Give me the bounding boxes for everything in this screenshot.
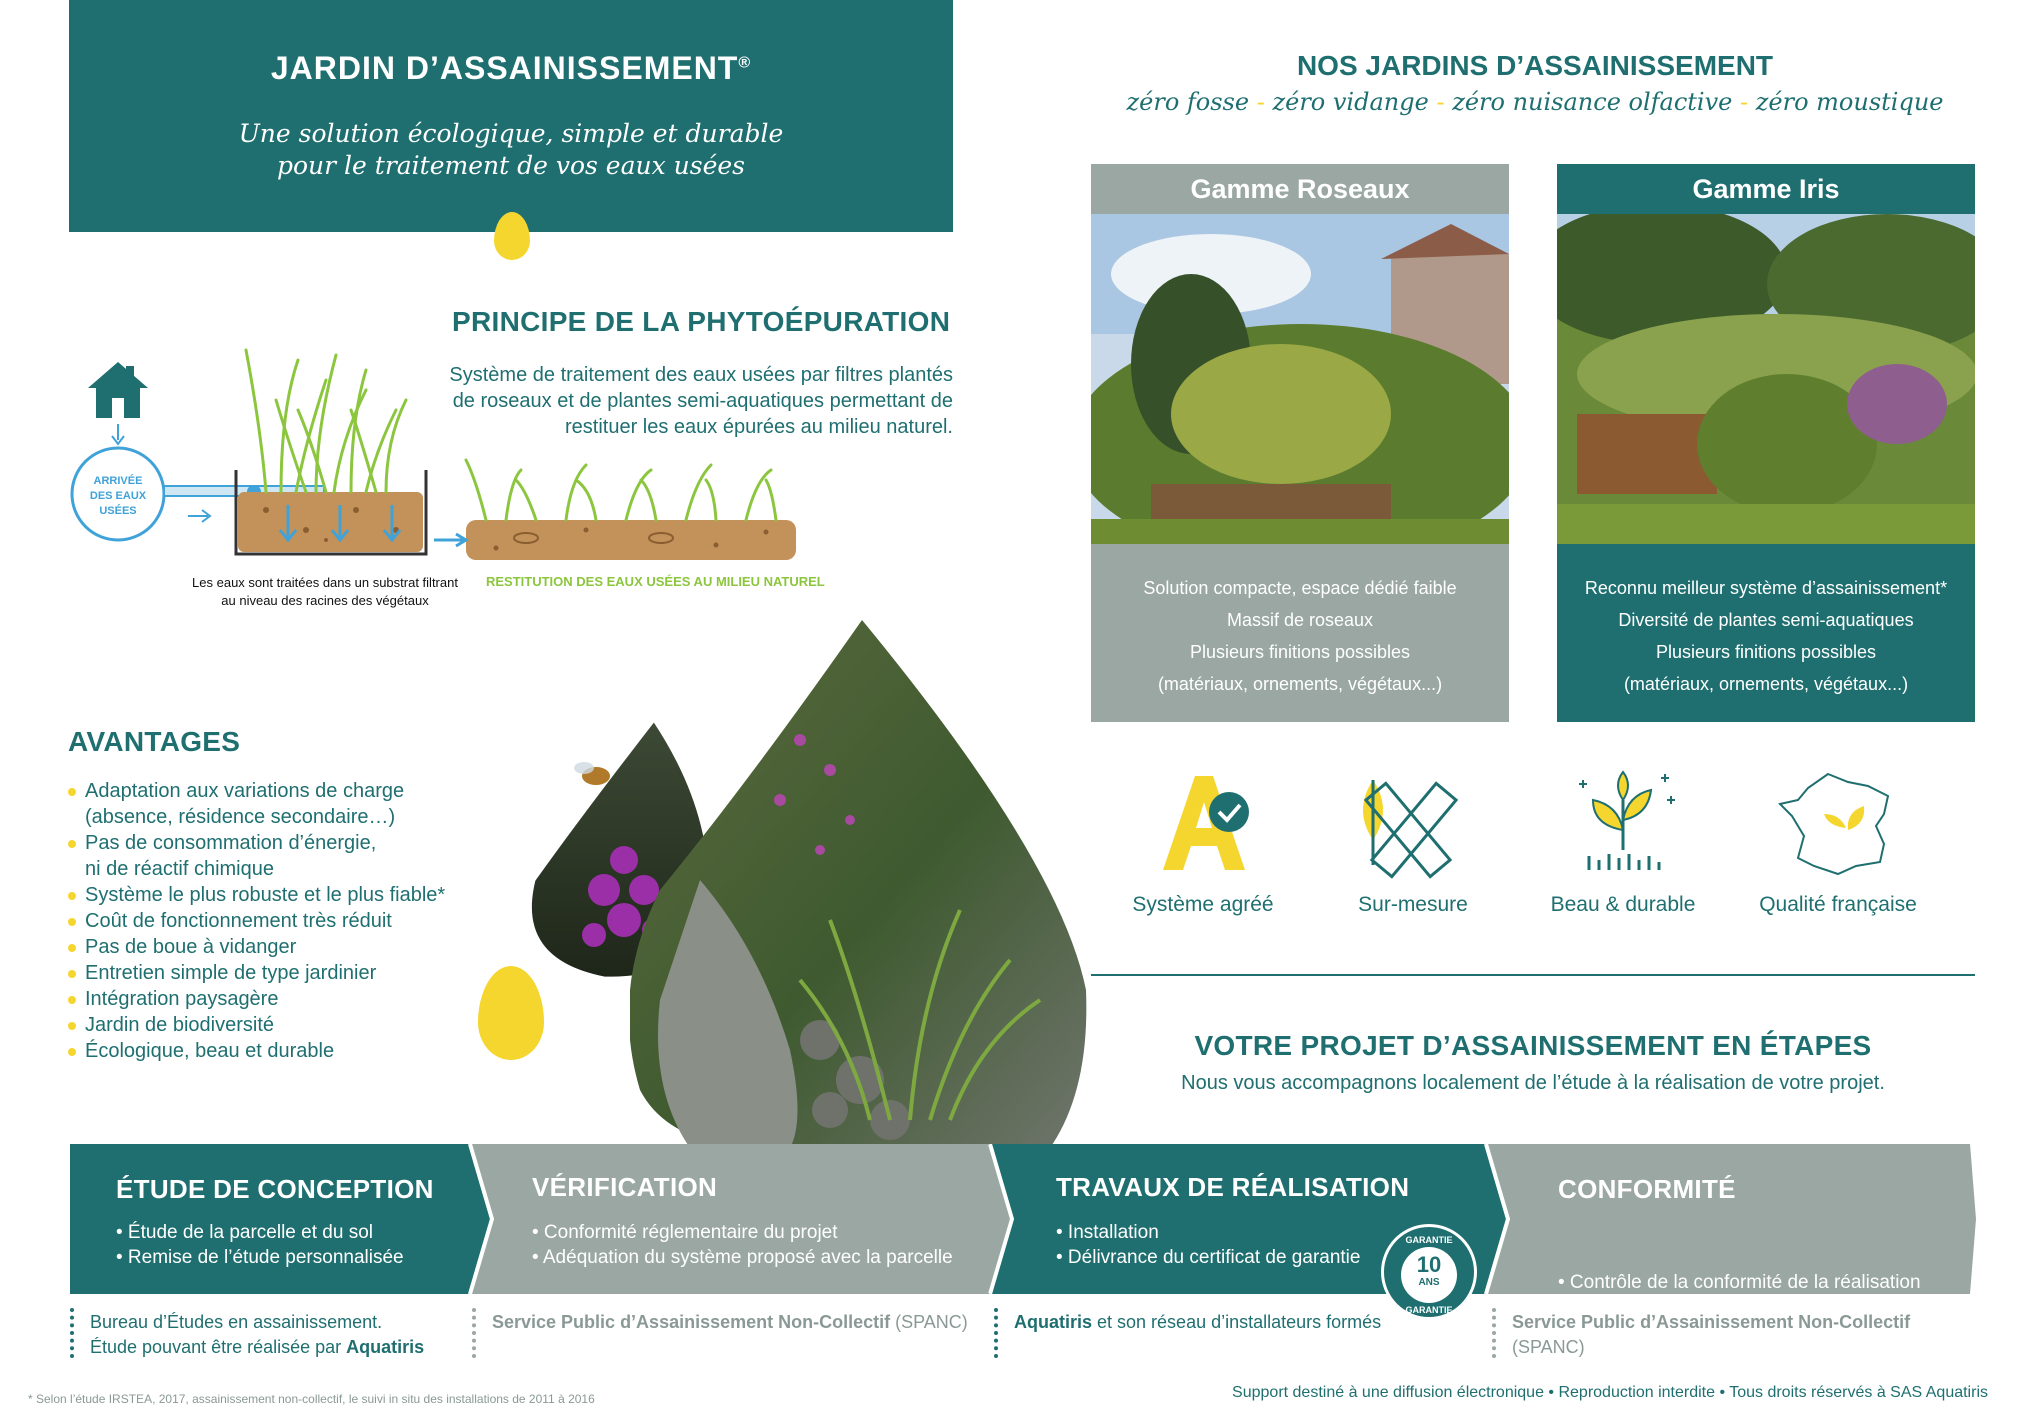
provider-spanc-1: Service Public d’Assainissement Non-Collectif (SPANC) [492,1312,968,1332]
advantage-item: Jardin de biodiversité [68,1012,445,1038]
step-items: • Installation • Délivrance du certificat de garantie [1056,1222,1361,1268]
hero-title: JARDIN D’ASSAINISSEMENT® [270,50,752,86]
range-name: Gamme Iris [1557,164,1975,214]
provider-spanc-2: Service Public d’Assainissement Non-Collectif (SPANC) [1512,1312,1911,1357]
provider-installers: Aquatiris et son réseau d’installateurs formés [1014,1312,1382,1332]
provider-marker [994,1308,998,1358]
step-items: • Contrôle de la conformité de la réalisation avec le projet [1558,1272,1921,1368]
provider-marker [1492,1308,1496,1358]
range-card-roseaux [1091,164,1509,722]
advantage-item-cont: (absence, résidence secondaire…) [85,806,396,828]
footnote: * Selon l’étude IRSTEA, 2017, assainissement non-collectif, le suivi in situ des installations de 2011 à 2016 [28,1392,595,1406]
project-title: VOTRE PROJET D’ASSAINISSEMENT EN ÉTAPES [1194,1030,1872,1061]
principle-text: Système de traitement des eaux usées par filtres plantés de roseaux et de plantes semi-aquatiques permettant de restituer les eaux épurées au milieu naturel. [449,364,953,438]
iris-photo [1557,214,1975,544]
hero-subtitle: Une solution écologique, simple et durable pour le traitement de vos eaux usées [238,119,784,180]
feature-durable [1523,770,1723,917]
sprout-icon [1553,770,1693,880]
advantage-item: Adaptation aux variations de charge [68,778,445,804]
range-name: Gamme Roseaux [1091,164,1509,214]
advantage-item: Pas de consommation d’énergie, [68,830,445,856]
feature-custom [1313,770,1513,917]
house-icon [88,362,148,418]
step-title: CONFORMITÉ [1558,1174,1736,1204]
advantage-item: Pas de boue à vidanger [68,934,445,960]
roseaux-photo [1091,214,1509,544]
range-header [1090,50,1980,116]
step-items: • Conformité réglementaire du projet • Adéquation du système proposé avec la parcelle [532,1222,953,1268]
france-map-icon [1768,770,1908,880]
range-description: Reconnu meilleur système d’assainissement* Diversité de plantes semi-aquatiques Plusieurs finitions possibles (matériaux, ornements, végétaux...) [1557,544,1975,722]
provider-marker [70,1308,74,1358]
step-items: • Étude de la parcelle et du sol • Remise de l’étude personnalisée [116,1222,404,1268]
step-title: TRAVAUX DE RÉALISATION [1056,1172,1410,1202]
feature-approved [1103,770,1303,917]
range-description: Solution compacte, espace dédié faible Massif de roseaux Plusieurs finitions possibles (matériaux, ornements, végétaux...) [1091,544,1509,722]
drop-icon [478,966,544,1060]
advantage-item: Coût de fonctionnement très réduit [68,908,445,934]
feature-label: Sur-mesure [1358,893,1468,916]
guarantee-badge: GARANTIE 10 ANS GARANTIE [1381,1224,1477,1320]
feature-label: Beau & durable [1550,893,1696,916]
advantages-list [68,778,445,1064]
advantage-item-cont: ni de réactif chimique [85,858,274,880]
feature-label: Qualité française [1759,893,1917,916]
advantage-item: Entretien simple de type jardinier [68,960,445,986]
range-card-iris [1557,164,1975,722]
hero-banner [69,0,953,232]
advantages-title: AVANTAGES [68,726,241,757]
range-title: NOS JARDINS D’ASSAINISSEMENT [1296,50,1774,81]
advantage-item: Intégration paysagère [68,986,445,1012]
arrival-label: ARRIVÉE DES EAUX USÉES [89,475,147,517]
step-title: VÉRIFICATION [532,1172,718,1202]
advantage-item: Écologique, beau et durable [68,1038,445,1064]
divider [1091,974,1975,976]
ruler-pencil-icon [1343,770,1483,880]
restitution-caption: RESTITUTION DES EAUX USÉES AU MILIEU NATUREL [486,574,825,589]
provider-marker [472,1308,476,1358]
feature-french [1738,770,1938,917]
legal-notice: Support destiné à une diffusion électronique • Reproduction interdite • Tous droits réservés à SAS Aquatiris [1232,1384,1988,1401]
zero-tags: zéro fosse - zéro vidange - zéro nuisance olfactive - zéro moustique [1126,88,1944,116]
treatment-caption: Les eaux sont traitées dans un substrat filtrant au niveau des racines des végétaux [192,575,458,608]
feature-label: Système agréé [1132,893,1274,916]
project-subtitle: Nous vous accompagnons localement de l’étude à la réalisation de votre projet. [1181,1072,1885,1094]
step-verification [490,1144,1000,1294]
advantage-item: Système le plus robuste et le plus fiable* [68,882,445,908]
approved-a-icon [1133,770,1273,880]
principle-title: PRINCIPE DE LA PHYTOÉPURATION [452,306,951,337]
garden-drop-photo [630,620,1090,1148]
provider-study: Bureau d’Études en assainissement. Étude pouvant être réalisée par Aquatiris [90,1312,425,1357]
step-title: ÉTUDE DE CONCEPTION [116,1174,434,1204]
step-conception [70,1144,470,1294]
